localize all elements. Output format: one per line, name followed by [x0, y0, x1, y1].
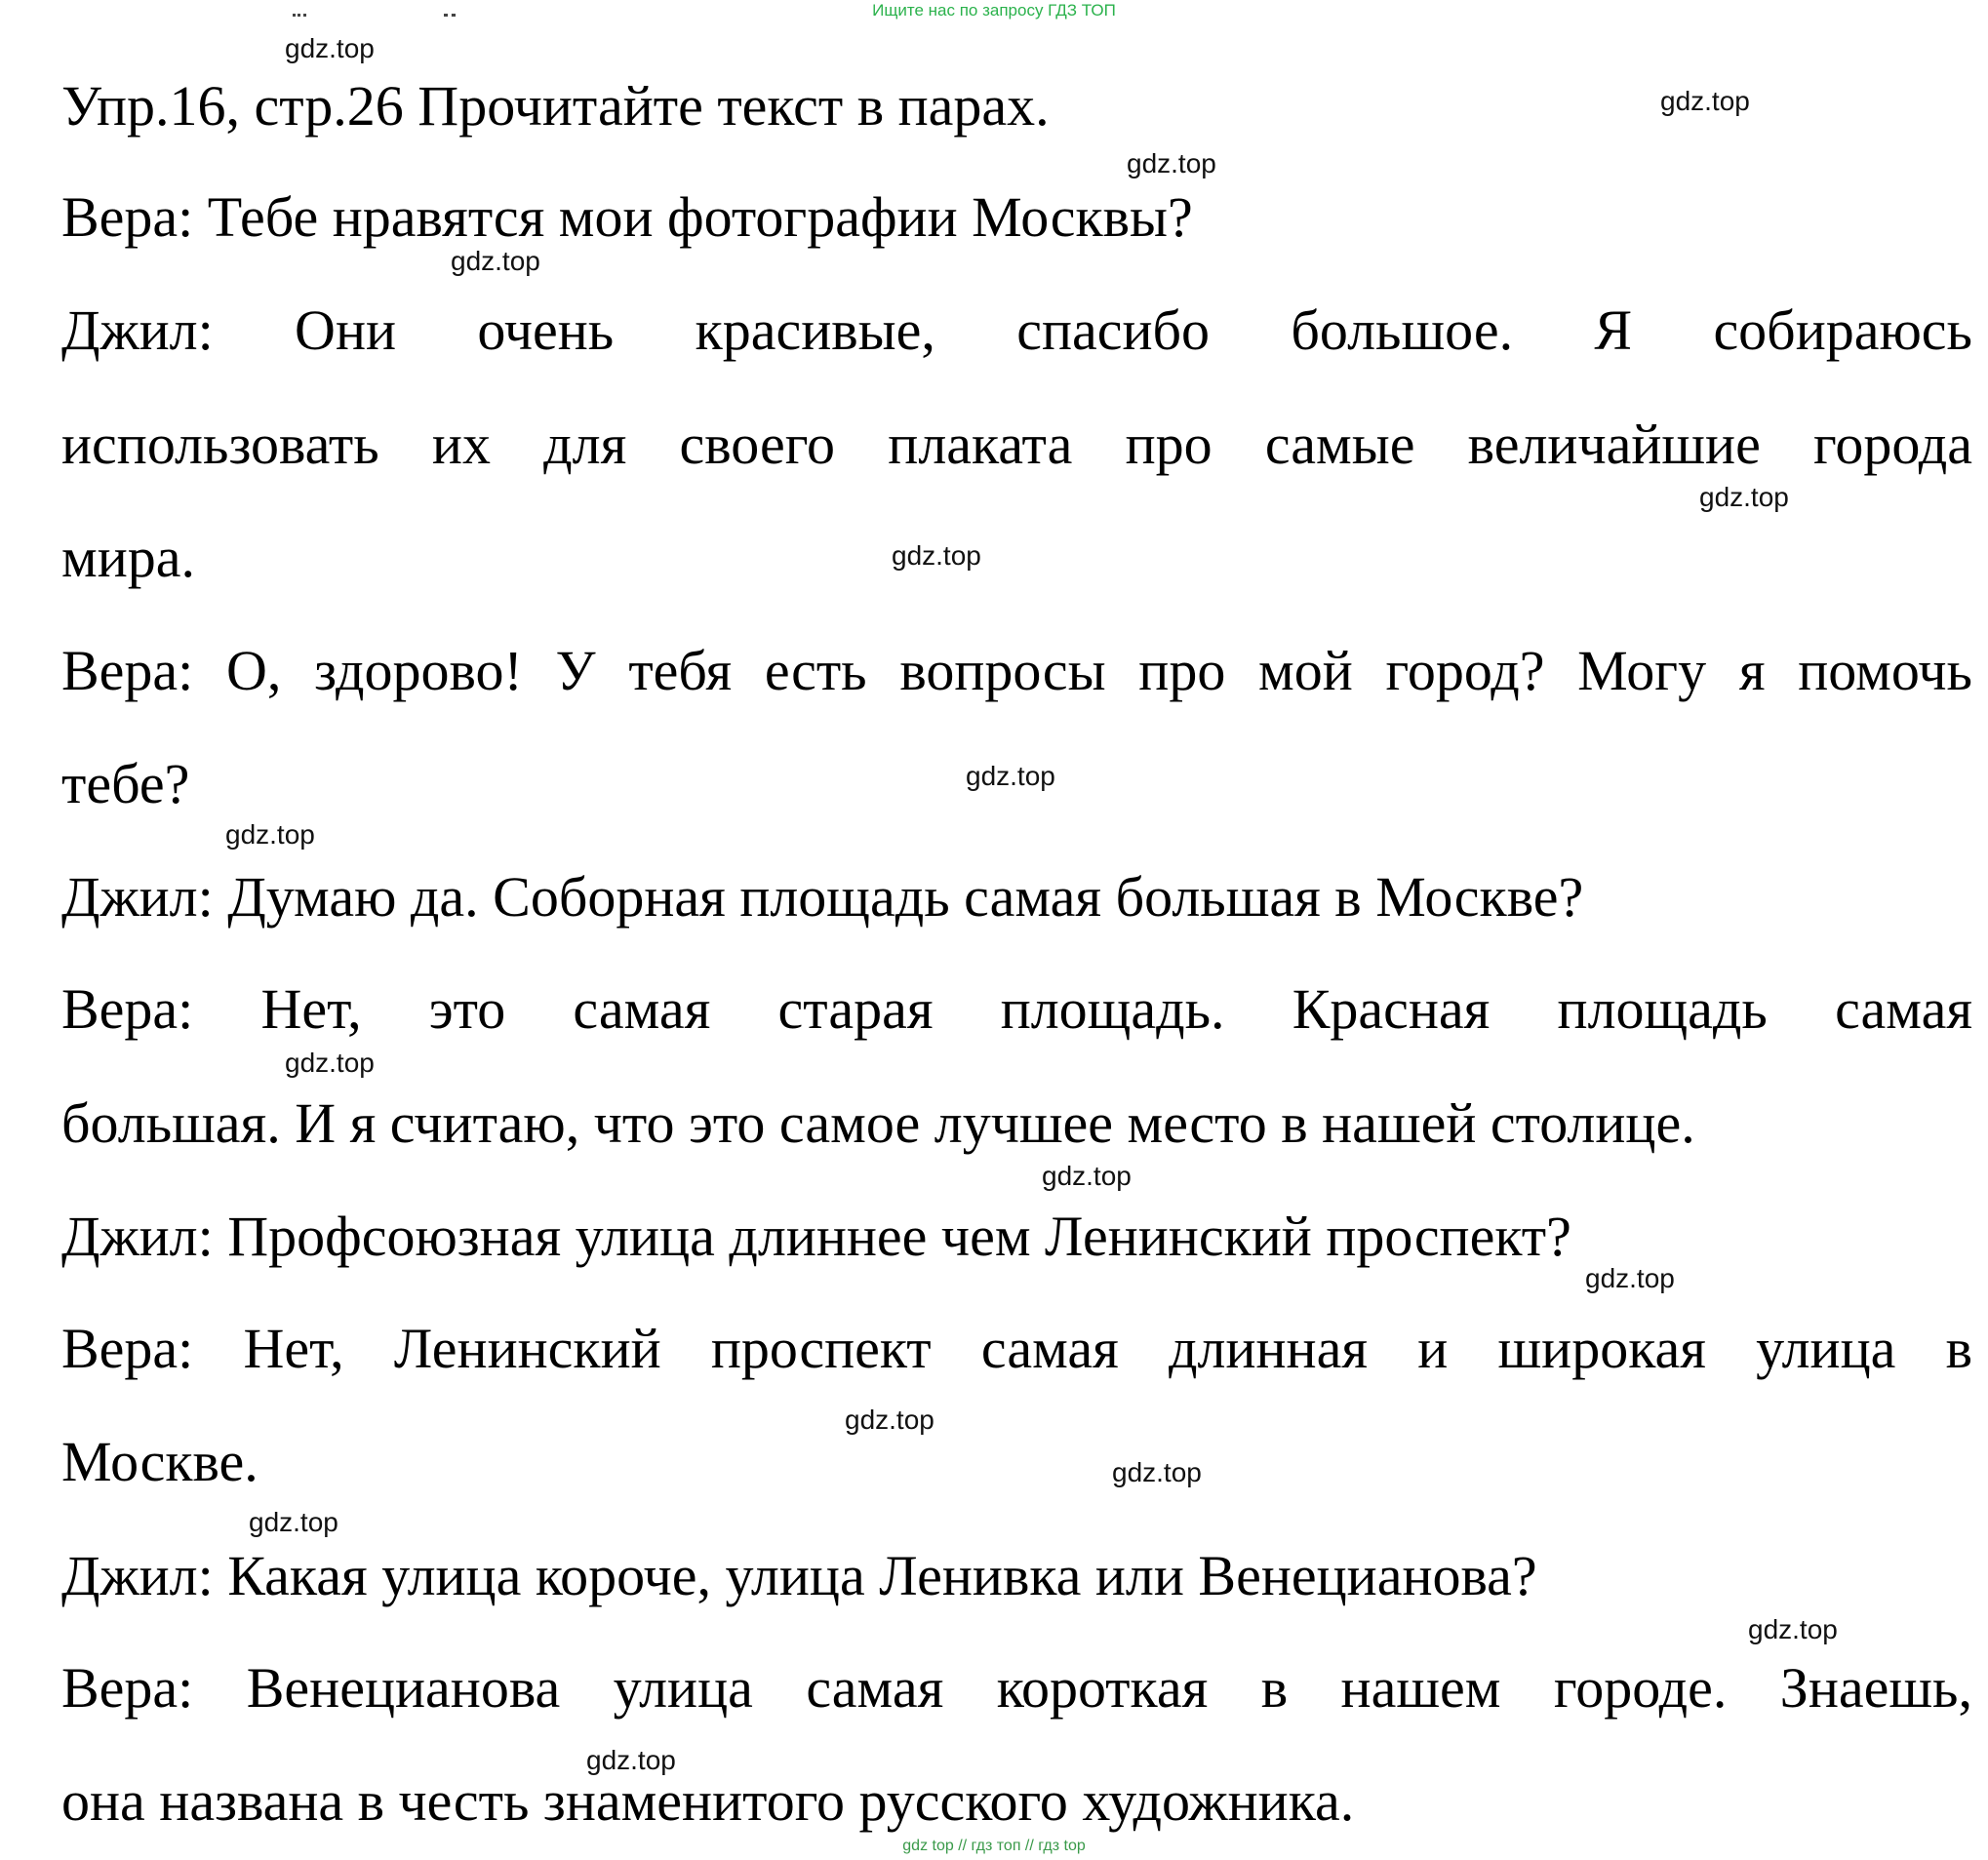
watermark: gdz.top — [451, 246, 540, 276]
watermark: gdz.top — [586, 1745, 676, 1775]
scan-artifact — [444, 14, 456, 26]
dialogue-line: Вера: Венецианова улица самая короткая в нашем городе. Знаешь, — [61, 1656, 1972, 1720]
dialogue-line: большая. И я считаю, что это самое лучшее место в нашей столице. — [61, 1091, 1695, 1155]
dialogue-line: Москве. — [61, 1430, 258, 1493]
dialogue-line: Вера: Тебе нравятся мои фотографии Москвы? — [61, 185, 1193, 249]
search-banner: Ищите нас по запросу ГДЗ ТОП — [872, 1, 1116, 20]
watermark: gdz.top — [1127, 148, 1216, 178]
watermark: gdz.top — [1585, 1263, 1675, 1293]
dialogue-line: Вера: Нет, это самая старая площадь. Красная площадь самая — [61, 977, 1972, 1041]
watermark: gdz.top — [249, 1507, 338, 1537]
footer-watermark: gdz top // гдз топ // гдз top — [902, 1838, 1086, 1854]
watermark: gdz.top — [1112, 1457, 1202, 1487]
watermark: gdz.top — [285, 1048, 375, 1078]
watermark: gdz.top — [966, 761, 1055, 791]
watermark: gdz.top — [225, 819, 315, 850]
exercise-heading: Упр.16, стр.26 Прочитайте текст в парах. — [61, 74, 1050, 138]
dialogue-line: Вера: Нет, Ленинский проспект самая длинная и широкая улица в — [61, 1317, 1972, 1380]
dialogue-line: тебе? — [61, 752, 190, 815]
dialogue-line: Джил: Думаю да. Соборная площадь самая большая в Москве? — [61, 865, 1584, 929]
dialogue-line: мира. — [61, 526, 195, 589]
watermark: gdz.top — [1042, 1161, 1132, 1191]
watermark: gdz.top — [285, 33, 375, 63]
dialogue-line: использовать их для своего плаката про самые величайшие города — [61, 413, 1972, 476]
dialogue-line: Джил: Какая улица короче, улица Ленивка или Венецианова? — [61, 1544, 1537, 1607]
watermark: gdz.top — [892, 540, 981, 571]
dialogue-line: она названа в честь знаменитого русского художника. — [61, 1769, 1355, 1833]
watermark: gdz.top — [1748, 1614, 1838, 1644]
scan-artifact — [293, 14, 306, 26]
watermark: gdz.top — [1699, 482, 1789, 512]
watermark: gdz.top — [1660, 86, 1750, 116]
dialogue-line: Джил: Они очень красивые, спасибо большое. Я собираюсь — [61, 298, 1972, 362]
dialogue-line: Вера: О, здорово! У тебя есть вопросы про мой город? Могу я помочь — [61, 639, 1972, 702]
watermark: gdz.top — [845, 1405, 934, 1435]
dialogue-line: Джил: Профсоюзная улица длиннее чем Ленинский проспект? — [61, 1205, 1571, 1268]
